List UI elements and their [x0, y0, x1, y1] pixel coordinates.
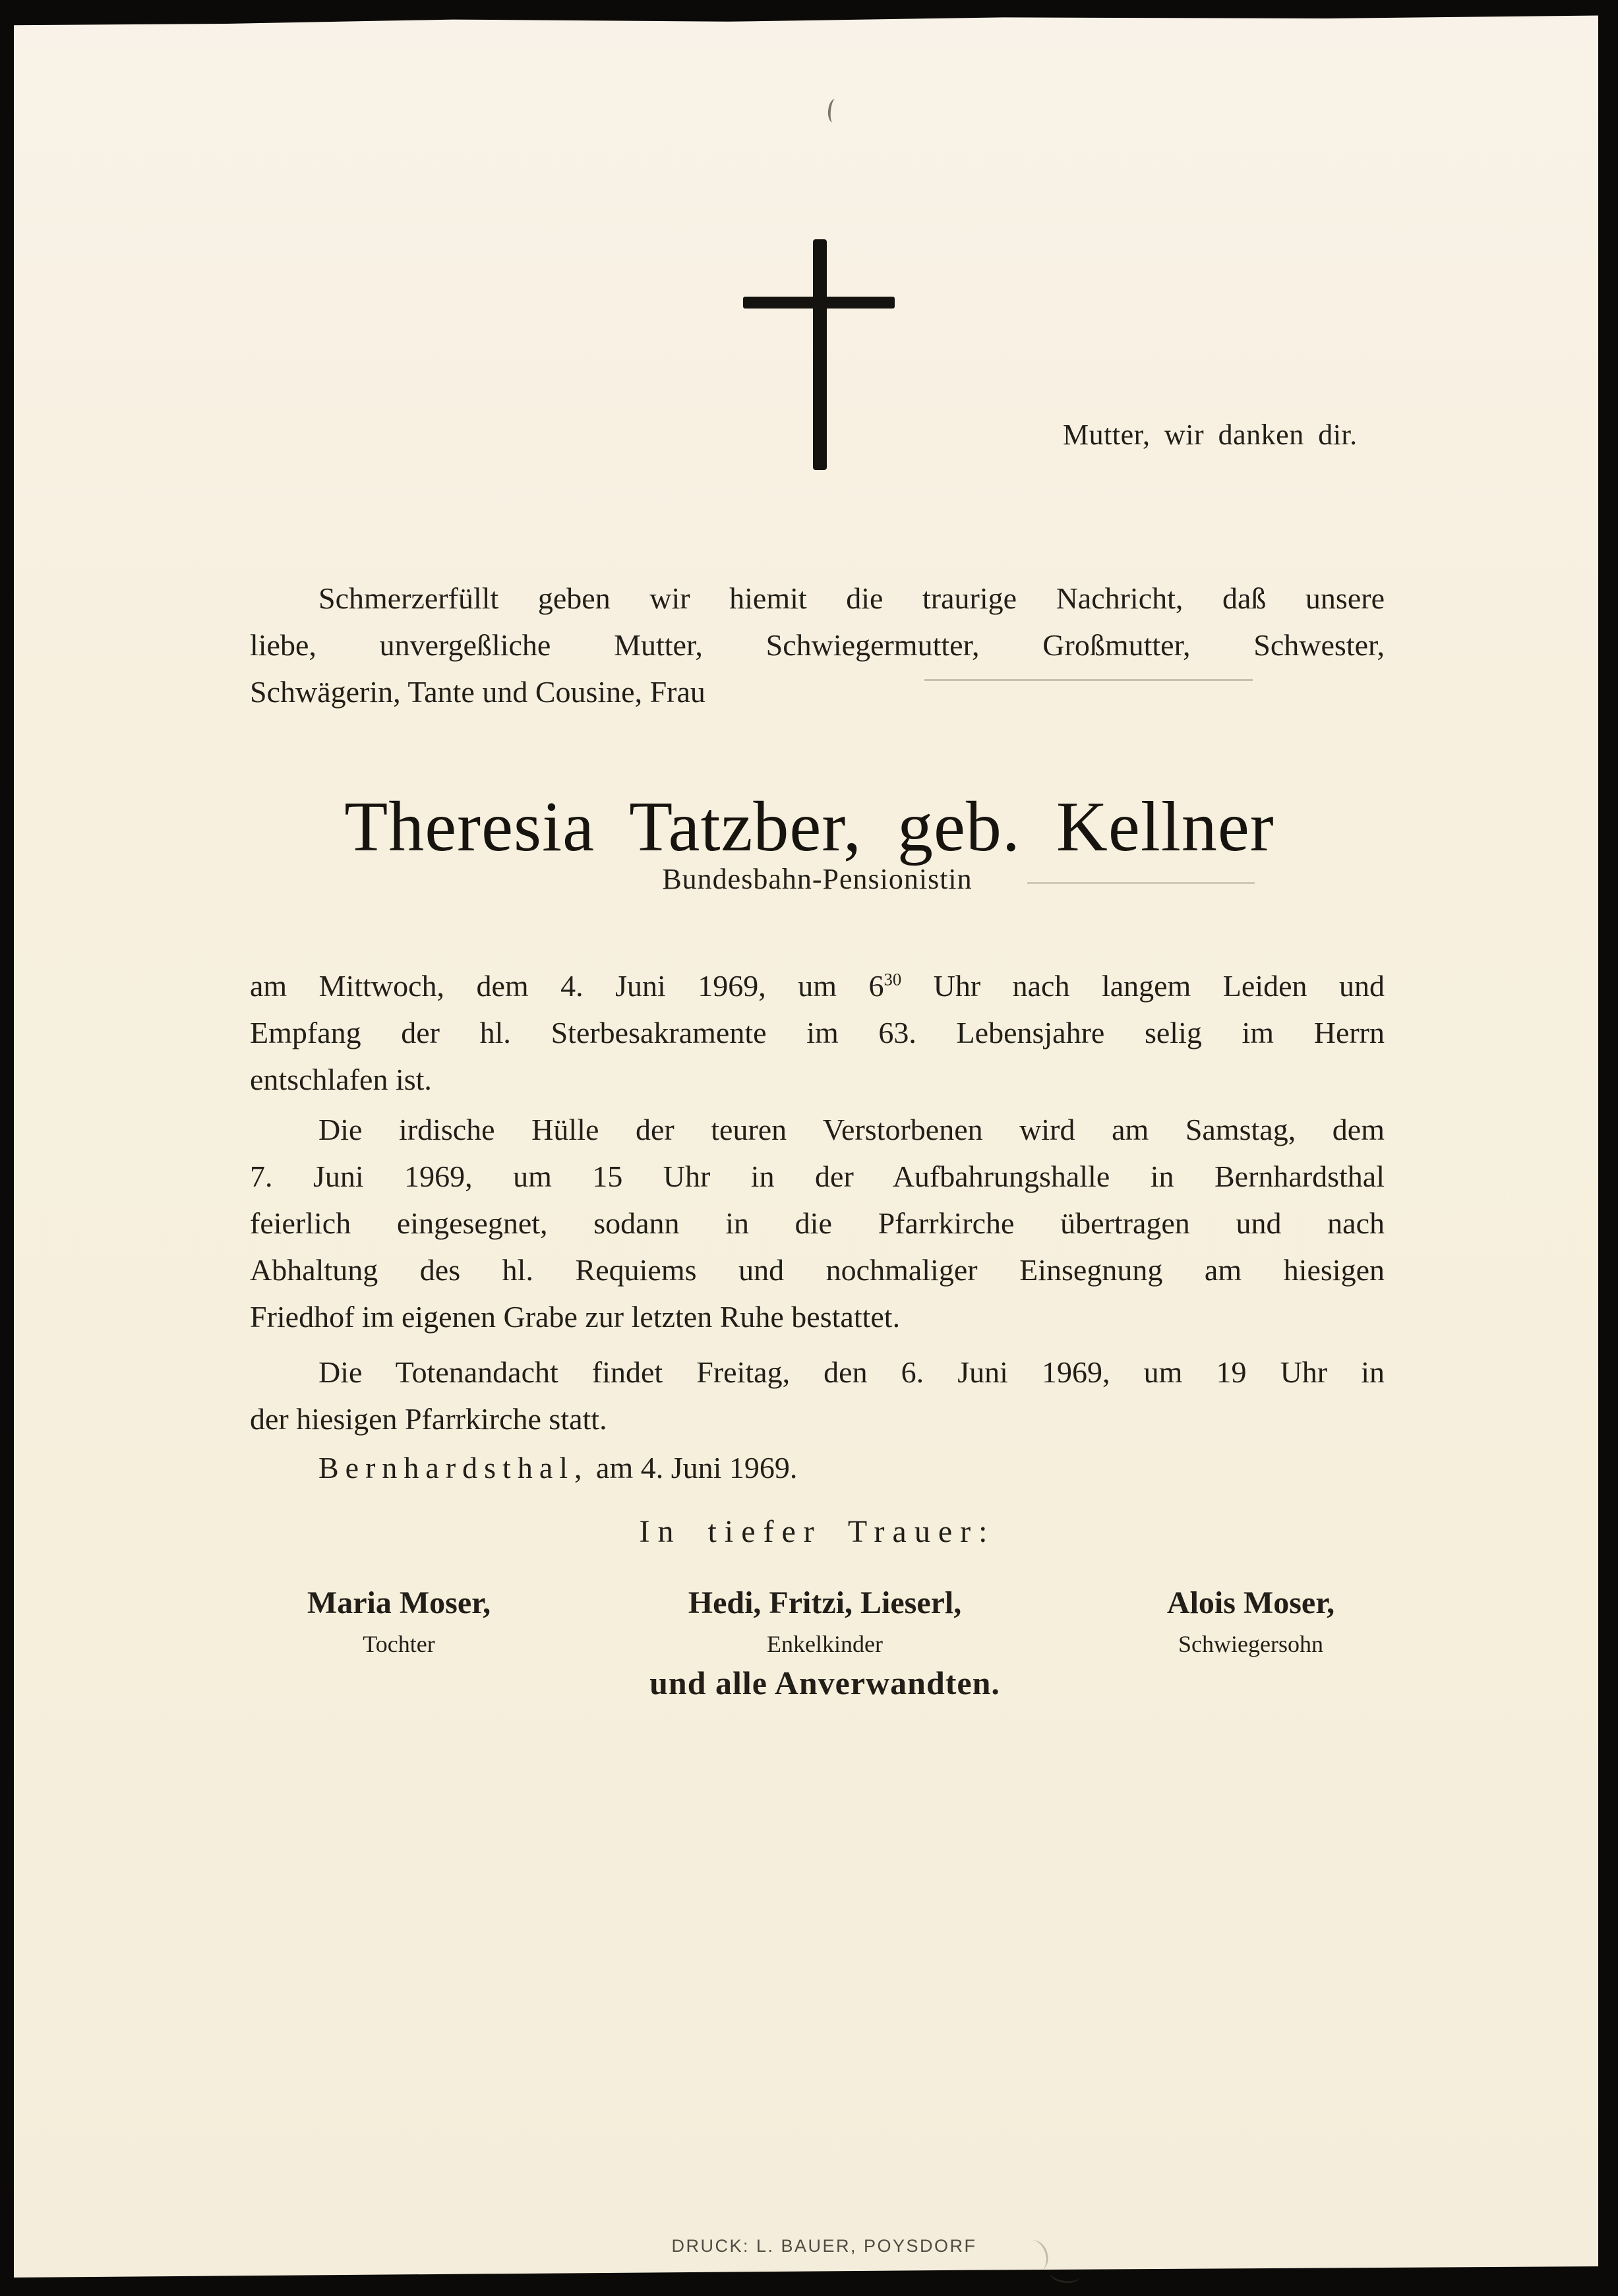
dedication-line: Mutter, wir danken dir.: [1063, 419, 1358, 451]
funeral-details-paragraph: [250, 1106, 1385, 1340]
mourner-column: [688, 1585, 962, 1657]
funeral-details-line: feierlich eingesegnet, sodann in die Pfarrkirche übertragen und nach: [250, 1206, 1385, 1240]
mourner-role: Tochter: [363, 1631, 435, 1657]
death-details-paragraph: [250, 962, 1385, 1103]
totenandacht-paragraph: [250, 1349, 1385, 1442]
mourner-role: Schwiegersohn: [1178, 1631, 1323, 1657]
scan-border-top: [0, 0, 1618, 26]
scan-border-bottom: [0, 2264, 1618, 2296]
deceased-name-heading: Theresia Tatzber, geb. Kellner: [344, 788, 1274, 866]
mourner-name: Alois Moser,: [1166, 1585, 1335, 1620]
dateline-date: am 4. Juni 1969.: [588, 1451, 798, 1485]
scan-border-left: [0, 0, 14, 2296]
intro-paragraph: [250, 575, 1385, 715]
death-details-line: entschlafen ist.: [250, 1063, 432, 1096]
death-details-line: [250, 962, 1385, 1009]
intro-line: Schwägerin, Tante und Cousine, Frau: [250, 675, 705, 709]
printer-credit: DRUCK: L. BAUER, POYSDORF: [671, 2236, 977, 2256]
funeral-details-line: 7. Juni 1969, um 15 Uhr in der Aufbahrungshalle in Bernhardsthal: [250, 1160, 1385, 1193]
dateline-place: Bernhardsthal,: [318, 1451, 589, 1485]
memorial-cross-icon: [743, 239, 895, 470]
death-details-line: Empfang der hl. Sterbesakramente im 63. Lebensjahre selig im Herrn: [250, 1016, 1385, 1049]
mourner-name: Hedi, Fritzi, Lieserl,: [688, 1585, 962, 1620]
funeral-details-line: Abhaltung des hl. Requiems und nochmaliger Einsegnung am hiesigen: [250, 1253, 1385, 1287]
time-superscript: 30: [884, 969, 902, 989]
totenandacht-line: Die Totenandacht findet Freitag, den 6. Juni 1969, um 19 Uhr in: [318, 1355, 1385, 1389]
deceased-subtitle: Bundesbahn-Pensionistin: [662, 863, 973, 895]
dateline: [318, 1450, 797, 1485]
intro-line: liebe, unvergeßliche Mutter, Schwiegermutter, Großmutter, Schwester,: [250, 628, 1385, 662]
death-details-text: Uhr nach langem Leiden und: [901, 969, 1385, 1003]
mourner-column: [307, 1585, 491, 1657]
pencil-scribble-artifact: [1019, 2237, 1052, 2274]
funeral-details-line: Friedhof im eigenen Grabe zur letzten Ruhe bestattet.: [250, 1300, 901, 1334]
scan-border-right: [1598, 0, 1618, 2296]
funeral-details-line: Die irdische Hülle der teuren Verstorbenen wird am Samstag, dem: [318, 1113, 1385, 1146]
mourner-role: Enkelkinder: [767, 1631, 883, 1657]
cross-vertical-bar: [813, 239, 827, 470]
closing-line: In tiefer Trauer:: [639, 1514, 996, 1549]
death-details-text: am Mittwoch, dem 4. Juni 1969, um 6: [250, 969, 884, 1003]
mourner-column: [1167, 1585, 1334, 1657]
relatives-line: und alle Anverwandten.: [649, 1664, 1000, 1701]
totenandacht-line: der hiesigen Pfarrkirche statt.: [250, 1402, 607, 1436]
mourner-name: Maria Moser,: [307, 1585, 491, 1620]
scan-speck: [827, 98, 841, 123]
intro-line: Schmerzerfüllt geben wir hiemit die traurige Nachricht, daß unsere: [318, 581, 1385, 615]
